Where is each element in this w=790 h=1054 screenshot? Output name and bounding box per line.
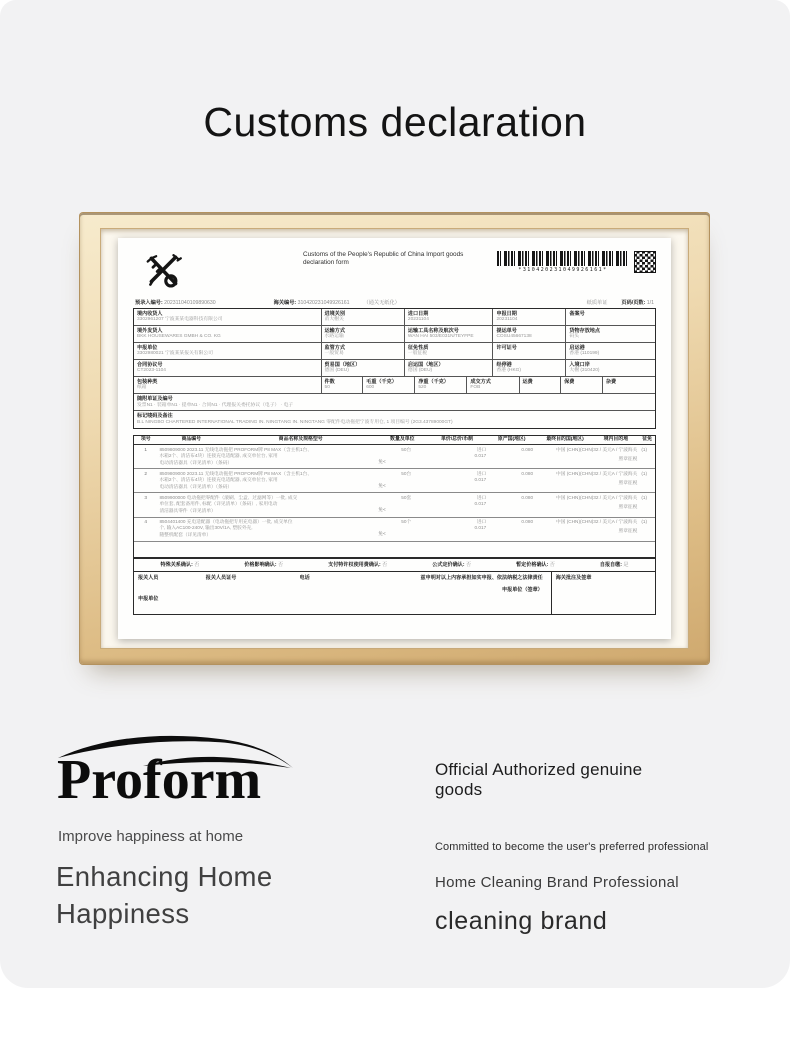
weights-row [134,377,655,394]
info-cell: 启运港 香港 (110199) [569,344,600,357]
item-row: 3 8509900000 电动拖把零配件（滚刷、尘盒、过滤网等）一批, 成交 单位套, 配套备用件, 标配（详见清单）（条码）, 家用电动 清洁器具零件（详见清单） 50套 免< 进口 0.017 0.080 中国 (CHN)(CHN)32 / 美元A / 宁波海关 照章征税 (1) [134,493,655,517]
info-row-1 [134,309,655,326]
items-header-row [134,436,655,446]
info-cell: 合同协议号 CT2023-1104 [134,360,322,376]
item-row: 4 8504401400 充电适配器（电动拖把专用充电器）一批, 成交单位 个, 输入AC100-240V, 输出30V/1A, 塑胶外壳, 随整机配套（详见清单） 50个 免< 进口 0.017 0.080 中国 (CHN)(CHN)32 / 美元A / 宁波海关 照章征税 (1) [134,518,655,542]
right-midtext: Home Cleaning Brand Professional [435,873,679,891]
info-cell: 进境关别 甬大榭关 [322,309,405,325]
items-header-cell: 境内目的地 [603,437,629,443]
customs-declaration-frame [80,213,709,664]
items-rows [134,445,655,541]
info-cell: 提运单号 COSU45667138 [493,326,566,342]
marks-rows [134,394,655,427]
items-header-cell: 征免 [642,437,652,443]
info-row-3 [134,343,655,360]
page-title: Customs declaration [203,99,587,145]
item-row: 2 8509809000 2023.11 无线电动拖把 PROFORM牌 P8 MAX（含主机1台、 水箱2个、清洁布4块）连接充电适配器, 成交单位台, 家用 电动清洁器具（详见清单）（条码） 50台 免< 进口 0.017 0.080 中国 (CHN)(CHN)32 / 美元A / 宁波海关 照章征税 (1) [134,469,655,493]
confirmation-cell: 公式定价确认: 否 [432,562,472,569]
left-tagline-large: Enhancing Home Happiness [56,861,273,929]
items-header-cell: 单价/总价/币制 [440,437,473,443]
confirmation-cell: 自报自缴: 是 [599,562,629,569]
item-row: 1 8509809000 2023.11 无线电动拖把 PROFORM牌 P8 MAX（含主机1台、 水箱2个、清洁布4块）连接充电适配器, 成交单位台, 家用 电动清洁器具（详见清单）（条码） 50台 免< 进口 0.017 0.080 中国 (CHN)(CHN)32 / 美元A / 宁波海关 照章征税 (1) [134,445,655,469]
info-cell: 贸易国（地区） 德国 (DEU) [322,360,405,376]
info-cell: 件数 50 [322,377,364,393]
info-cell: 经停港 香港 (HKG) [493,360,566,376]
pre-entry-label: 预录入编号: [135,300,163,306]
document-header [133,251,656,297]
barcode-digits: *310420231049926161* [518,267,608,273]
left-tagline-small: Improve happiness at home [58,828,244,845]
item-description: 8504401400 充电适配器（电动拖把专用充电器）一批, 成交单位 个, 输入AC100-240V, 输出30V/1A, 塑胶外壳, 随整机配套（详见清单） [159,519,293,537]
customs-declaration-document [118,238,671,639]
items-empty-space [134,542,655,558]
info-cell: 入境口岸 大榭 (310420) [569,361,600,374]
items-header-cell: 原产国(地区) [497,437,526,443]
paper-doc-note: 纸质单证 [586,300,608,306]
pages-label: 页码/页数: [621,300,646,306]
info-cell: 进口日期 20231104 [405,309,494,325]
declarant-id-cell: 报关人员证号 [205,575,237,582]
marks-row: 随附单证及编号 发票N1 · 装箱单N1 · 提单N1 · 合同N1 · 代理报关委托协议（电子） · 电子 [134,394,655,411]
info-cell: 净重（千克） 520 [415,377,467,393]
customs-no-label: 海关编号: [273,300,297,306]
items-header-cell: 商品编号 [181,437,202,443]
confirmation-cell: 价格影响确认: 否 [244,562,284,569]
confirmations-row [133,557,656,572]
barcode [497,251,629,273]
info-cell: 包装种类 纸箱 [134,377,322,393]
info-cell: 成交方式 FOB [467,377,519,393]
barcode-bars-icon [497,251,629,266]
item-description: 8509809000 2023.11 无线电动拖把 PROFORM牌 P8 MAX（含主机1台、 水箱2个、清洁布4块）连接充电适配器, 成交单位台, 家用 电动清洁器具（详见清单）（条码） [159,446,313,465]
right-heading: Official Authorized genuine goods [435,760,643,800]
customs-notes-cell: 海关批注及签章 [551,572,655,614]
phone-cell: 电话 [299,575,310,582]
info-cell: 运费 [520,377,562,393]
pages-value: 1/1 [646,300,654,306]
confirmation-cell: 支付特许权使用费确认: 否 [328,562,388,569]
paperless-note: （通关无纸化） [363,300,400,306]
info-cell: 备案号 [569,310,585,317]
items-header-cell: 数量及单位 [390,437,415,443]
frame-mat [101,229,688,648]
pre-entry-value: 202311040109890630 [164,300,216,306]
items-header-cell: 商品名称及规格型号 [278,437,323,443]
statement-cell: 兹申明对以上内容承担如实申报、依法纳税之法律责任 申报单位（签章） [420,575,543,593]
signature-footer [133,571,656,615]
info-cell: 申报日期 20231104 [493,309,566,325]
marks-row: 标记唛码及备注 B.L NINGBO CHARTERED INTERNATIONAL TRADING IN. NINGTANG IN. NINGTANG 零配件电动拖把宁波专用仓, 1 项目编号 (2G3.43789000GT) [137,412,453,425]
info-cell: 启运国（地区） 德国 (DEU) [405,360,494,376]
right-large-text: cleaning brand [435,906,608,935]
info-row-2 [134,326,655,343]
info-cell: 保费 [561,377,603,393]
info-cell: 申报单位 3302980021 宁波某某报关有限公司 [134,343,322,359]
brand-logo: Proform [57,749,262,811]
info-cell: 许可证号 [493,343,566,359]
info-cell: 运输方式 水路运输 [322,326,405,342]
pre-entry-line [135,299,654,306]
info-cell: 监管方式 一般贸易 [322,343,405,359]
info-cell: 毛重（千克） 600 [363,377,415,393]
item-description: 8509809000 2023.11 无线电动拖把 PROFORM牌 P8 MAX（含主机1台、 水箱2个、清洁布4块）连接充电适配器, 成交单位台, 家用 电动清洁器具（详见清单）（条码） [159,470,313,489]
document-title: Customs of the People's Republic of China Import goods declaration form [303,251,464,267]
china-customs-emblem-icon [143,251,185,293]
info-cell: 征免性质 一般征税 [405,343,494,359]
item-description: 8509900000 电动拖把零配件（滚刷、尘盒、过滤网等）一批, 成交 单位套, 配套备用件, 标配（详见清单）（条码）, 家用电动 清洁器具零件（详见清单） [159,494,298,513]
qr-code-icon [634,251,656,273]
items-header-cell: 最终目的国(地区) [546,437,584,443]
info-table [133,308,656,429]
info-cell: 境内收货人 3302961207 宁波某某电器科技有限公司 [134,309,322,325]
items-table [133,435,656,559]
info-row-4 [134,360,655,377]
confirmation-cell: 特殊关系确认: 否 [160,562,200,569]
info-cell: 货物存放地点 码头 [569,327,600,340]
info-cell: 杂费 [605,378,617,385]
declarant-cell: 报关人员 申报单位 [138,575,159,602]
confirmation-cell: 暂定价格确认: 否 [516,562,555,569]
info-cell: 运输工具名称及航次号 WAN HAI 503/E031N/TEYFPE [405,326,494,342]
right-subtext: Committed to become the user's preferred professional [435,840,709,853]
brand-right-column [435,760,725,936]
customs-no-value: 310420231049926161 [297,300,350,306]
items-header-cell: 项号 [140,437,151,443]
info-cell: 境外发货人 BKK HOUSEWARES GMBH & CO. KG [134,326,322,342]
document-codes [497,251,656,273]
